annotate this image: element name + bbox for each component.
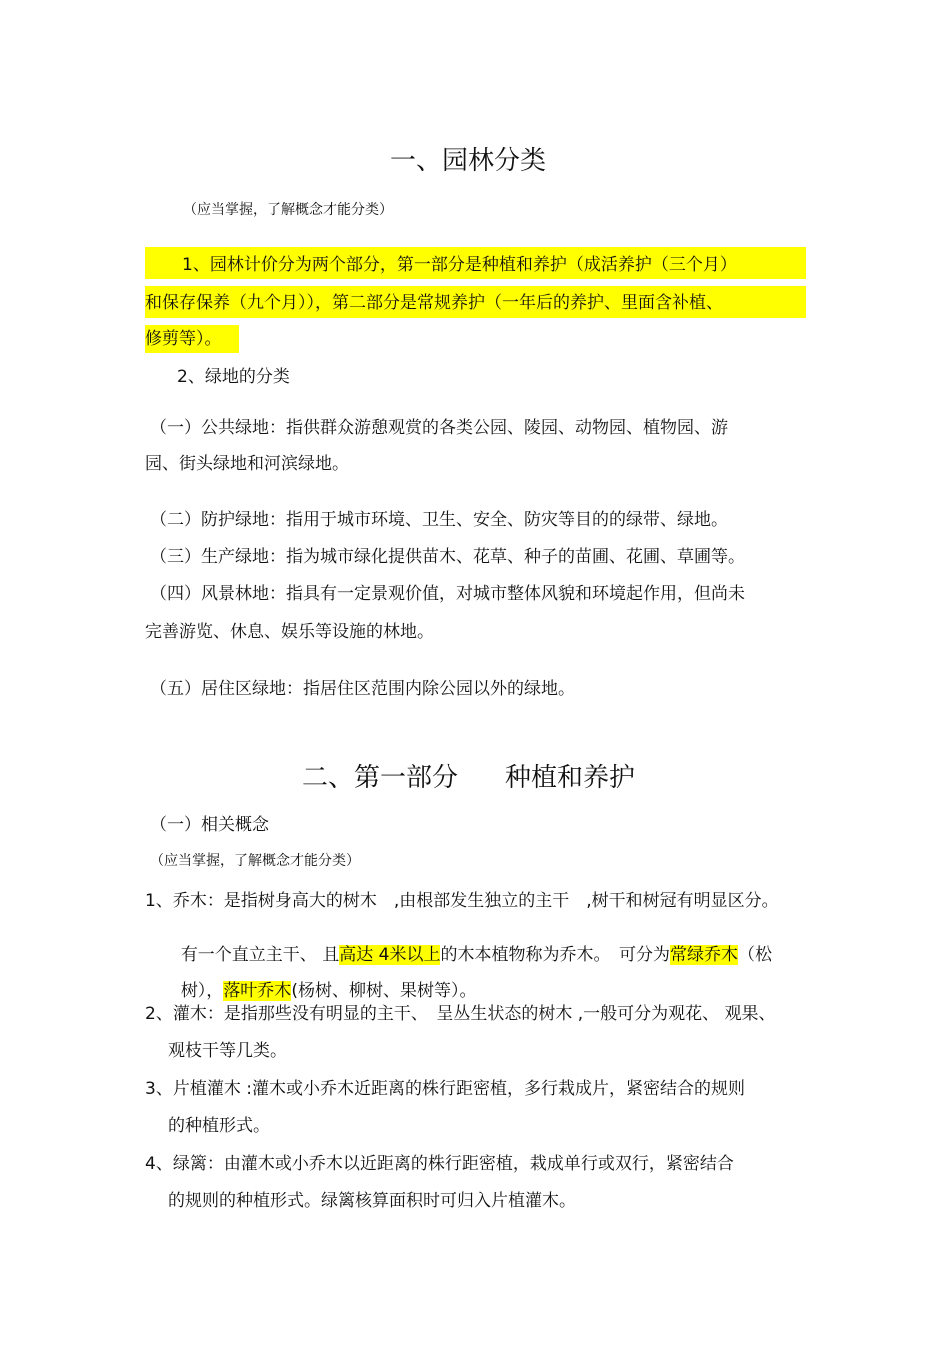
highlighted-text: 高达 4米以上: [339, 945, 441, 965]
definition-line: 2、灌木：是指那些没有明显的主干、 呈丛生状态的树木 ,一般可分为观花、 观果、: [145, 1004, 776, 1024]
definition-line: 4、绿篱：由灌木或小乔木以近距离的株行距密植，栽成单行或双行，紧密结合: [145, 1154, 734, 1174]
paragraph-line: 完善游览、休息、娱乐等设施的林地。: [145, 622, 434, 642]
paragraph-line: 修剪等）。: [145, 329, 222, 349]
text-segment: 的木本植物称为乔木。 可分为: [440, 945, 670, 965]
paragraph-line: （二）防护绿地：指用于城市环境、卫生、安全、防灾等目的的绿带、绿地。: [150, 510, 728, 530]
subsection-heading: （一）相关概念: [150, 815, 269, 835]
note: （应当掌握，了解概念才能分类）: [183, 202, 393, 218]
paragraph-line: （三）生产绿地：指为城市绿化提供苗木、花草、种子的苗圃、花圃、草圃等。: [150, 547, 745, 567]
list-item: 2、绿地的分类: [177, 367, 290, 387]
text-segment: （松: [737, 945, 772, 965]
paragraph-line: （一）公共绿地：指供群众游憩观赏的各类公园、陵园、动物园、植物园、游: [150, 418, 728, 438]
highlighted-text: 落叶乔木: [223, 981, 292, 1001]
definition-line: 的种植形式。: [168, 1116, 270, 1136]
definition-line: 的规则的种植形式。绿篱核算面积时可归入片植灌木。: [168, 1191, 576, 1211]
paragraph-line: 园、街头绿地和河滨绿地。: [145, 454, 349, 474]
paragraph-line: （四）风景林地：指具有一定景观价值，对城市整体风貌和环境起作用，但尚未: [150, 584, 745, 604]
text-segment: 树），: [180, 981, 224, 1001]
section-title: 种植和养护: [505, 763, 636, 793]
section-title: 一、园林分类: [390, 146, 547, 176]
highlighted-text: 常绿乔木: [669, 945, 738, 965]
definition-line: 观枝干等几类。: [168, 1041, 287, 1061]
section-title: 二、第一部分: [302, 763, 459, 793]
paragraph-line: （五）居住区绿地：指居住区范围内除公园以外的绿地。: [150, 679, 575, 699]
text-segment: (杨树、柳树、果树等）。: [291, 981, 477, 1001]
paragraph-line: 和保存保养（九个月）），第二部分是常规养护（一年后的养护、里面含补植、: [145, 293, 723, 313]
definition-line: [170, 930, 772, 964]
definition-line: 1、乔木：是指树身高大的树木 ,由根部发生独立的主干 ,树干和树冠有明显区分。: [145, 891, 779, 911]
text-segment: 有一个直立主干、 且: [180, 945, 340, 965]
definition-line: 3、片植灌木 :灌木或小乔木近距离的株行距密植，多行栽成片，紧密结合的规则: [145, 1079, 745, 1099]
paragraph-line: 1、园林计价分为两个部分，第一部分是种植和养护（成活养护（三个月）: [182, 255, 737, 275]
definition-line: [170, 966, 476, 1000]
note: （应当掌握，了解概念才能分类）: [150, 853, 360, 869]
